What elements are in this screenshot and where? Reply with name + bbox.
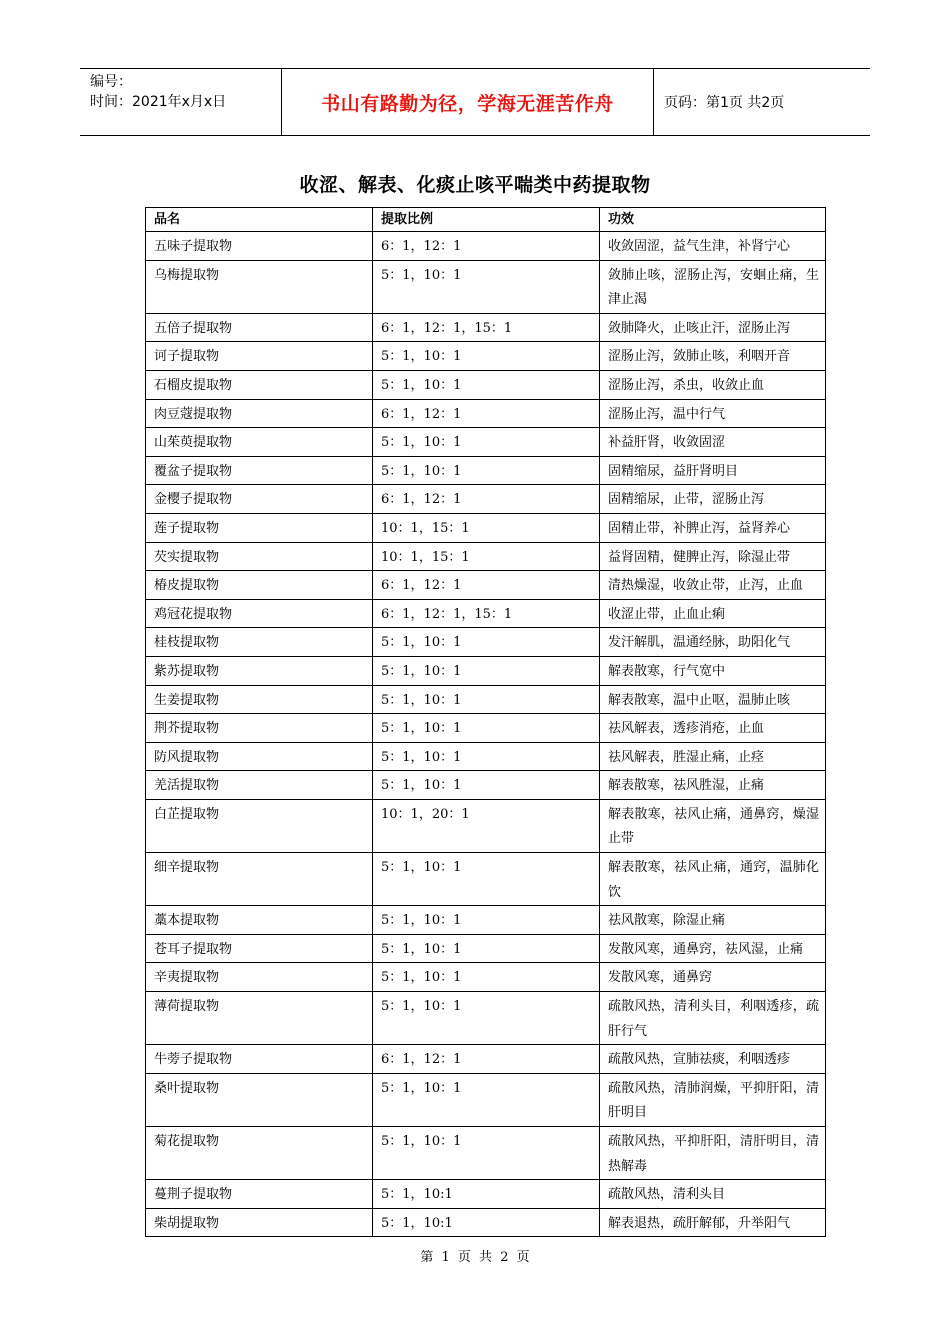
cell-ratio: 5：1，10：1	[373, 370, 600, 399]
cell-effect: 疏散风热，宣肺祛痰，利咽透疹	[600, 1045, 826, 1074]
header-meta	[80, 69, 281, 135]
cell-ratio: 5：1，10：1	[373, 992, 600, 1045]
cell-ratio: 6：1，12：1	[373, 399, 600, 428]
table-row	[146, 628, 826, 657]
cell-ratio: 5：1，10：1	[373, 342, 600, 371]
cell-effect: 收敛固涩，益气生津，补肾宁心	[600, 232, 826, 261]
cell-effect: 祛风散寒，除湿止痛	[600, 906, 826, 935]
cell-name: 乌梅提取物	[146, 260, 373, 313]
cell-ratio: 6：1，12：1	[373, 485, 600, 514]
cell-name: 细辛提取物	[146, 853, 373, 906]
cell-effect: 补益肝肾，收敛固涩	[600, 428, 826, 457]
table-row	[146, 456, 826, 485]
cell-name: 防风提取物	[146, 742, 373, 771]
cell-effect: 固精缩尿，益肝肾明目	[600, 456, 826, 485]
table-row	[146, 742, 826, 771]
cell-ratio: 5：1，10：1	[373, 656, 600, 685]
cell-name: 蔓荆子提取物	[146, 1180, 373, 1209]
cell-name: 金樱子提取物	[146, 485, 373, 514]
cell-effect: 涩肠止泻，杀虫，收敛止血	[600, 370, 826, 399]
cell-ratio: 5：1，10：1	[373, 934, 600, 963]
cell-name: 覆盆子提取物	[146, 456, 373, 485]
table-row	[146, 934, 826, 963]
table-row	[146, 963, 826, 992]
cell-ratio: 6：1，12：1	[373, 571, 600, 600]
cell-ratio: 6：1，12：1，15：1	[373, 599, 600, 628]
cell-effect: 疏散风热，清利头目	[600, 1180, 826, 1209]
cell-name: 五倍子提取物	[146, 313, 373, 342]
cell-name: 荆芥提取物	[146, 714, 373, 743]
cell-name: 生姜提取物	[146, 685, 373, 714]
cell-effect: 解表散寒，祛风胜湿，止痛	[600, 771, 826, 800]
cell-name: 紫苏提取物	[146, 656, 373, 685]
table-row	[146, 853, 826, 906]
cell-effect: 发散风寒，通鼻窍，祛风湿，止痛	[600, 934, 826, 963]
cell-effect: 解表退热，疏肝解郁，升举阳气	[600, 1208, 826, 1237]
cell-name: 肉豆蔻提取物	[146, 399, 373, 428]
header-page-code: 页码：第1页 共2页	[664, 95, 785, 111]
table-row	[146, 1045, 826, 1074]
cell-ratio: 5：1，10：1	[373, 771, 600, 800]
table-row	[146, 656, 826, 685]
cell-effect: 疏散风热，清利头目，利咽透疹，疏肝行气	[600, 992, 826, 1045]
table-row	[146, 799, 826, 852]
table-row	[146, 685, 826, 714]
table-row	[146, 906, 826, 935]
cell-ratio: 6：1，12：1	[373, 232, 600, 261]
cell-name: 山茱萸提取物	[146, 428, 373, 457]
table-header-row	[146, 208, 826, 232]
cell-name: 芡实提取物	[146, 542, 373, 571]
cell-effect: 涩肠止泻，敛肺止咳，利咽开音	[600, 342, 826, 371]
cell-name: 辛夷提取物	[146, 963, 373, 992]
table-row	[146, 485, 826, 514]
table-row	[146, 1127, 826, 1180]
table-row	[146, 399, 826, 428]
cell-ratio: 10：1，20：1	[373, 799, 600, 852]
cell-ratio: 5：1，10:1	[373, 1208, 600, 1237]
cell-ratio: 5：1，10：1	[373, 628, 600, 657]
extract-table	[145, 207, 826, 1237]
column-header-name: 品名	[146, 208, 373, 232]
table-row	[146, 260, 826, 313]
page-header	[80, 68, 870, 136]
cell-name: 牛蒡子提取物	[146, 1045, 373, 1074]
table-row	[146, 1073, 826, 1126]
table-row	[146, 313, 826, 342]
table-row	[146, 714, 826, 743]
table-row	[146, 542, 826, 571]
cell-effect: 祛风解表，胜湿止痛，止痉	[600, 742, 826, 771]
cell-ratio: 5：1，10：1	[373, 963, 600, 992]
cell-effect: 涩肠止泻，温中行气	[600, 399, 826, 428]
cell-ratio: 5：1，10：1	[373, 456, 600, 485]
table-row	[146, 992, 826, 1045]
page-footer: 第 1 页 共 2 页	[420, 1250, 530, 1265]
cell-effect: 敛肺降火，止咳止汗，涩肠止泻	[600, 313, 826, 342]
cell-effect: 解表散寒，行气宽中	[600, 656, 826, 685]
cell-name: 薄荷提取物	[146, 992, 373, 1045]
document-time-label: 时间：2021年x月x日	[90, 94, 227, 110]
cell-effect: 清热燥湿，收敛止带，止泻，止血	[600, 571, 826, 600]
table-body	[146, 232, 826, 1237]
table-row	[146, 232, 826, 261]
table-row	[146, 513, 826, 542]
cell-name: 藁本提取物	[146, 906, 373, 935]
cell-name: 椿皮提取物	[146, 571, 373, 600]
table-row	[146, 370, 826, 399]
cell-ratio: 5：1，10：1	[373, 714, 600, 743]
cell-name: 柴胡提取物	[146, 1208, 373, 1237]
cell-effect: 解表散寒，祛风止痛，通鼻窍，燥湿止带	[600, 799, 826, 852]
cell-ratio: 5：1，10：1	[373, 853, 600, 906]
cell-ratio: 5：1，10：1	[373, 742, 600, 771]
cell-name: 羌活提取物	[146, 771, 373, 800]
cell-effect: 祛风解表，透疹消疮，止血	[600, 714, 826, 743]
cell-name: 桑叶提取物	[146, 1073, 373, 1126]
column-header-effect: 功效	[600, 208, 826, 232]
table-row	[146, 1208, 826, 1237]
cell-name: 鸡冠花提取物	[146, 599, 373, 628]
cell-ratio: 5：1，10：1	[373, 1127, 600, 1180]
cell-ratio: 5：1，10：1	[373, 260, 600, 313]
cell-ratio: 5：1，10：1	[373, 906, 600, 935]
table-row	[146, 771, 826, 800]
table-row	[146, 571, 826, 600]
cell-ratio: 5：1，10：1	[373, 685, 600, 714]
table-row	[146, 599, 826, 628]
cell-ratio: 5：1，10:1	[373, 1180, 600, 1209]
cell-ratio: 6：1，12：1，15：1	[373, 313, 600, 342]
cell-effect: 益肾固精，健脾止泻，除湿止带	[600, 542, 826, 571]
cell-effect: 固精止带，补脾止泻，益肾养心	[600, 513, 826, 542]
cell-name: 桂枝提取物	[146, 628, 373, 657]
column-header-ratio: 提取比例	[373, 208, 600, 232]
cell-effect: 解表散寒，温中止呕，温肺止咳	[600, 685, 826, 714]
cell-ratio: 5：1，10：1	[373, 428, 600, 457]
cell-effect: 疏散风热，平抑肝阳，清肝明目，清热解毒	[600, 1127, 826, 1180]
cell-name: 诃子提取物	[146, 342, 373, 371]
cell-ratio: 10：1，15：1	[373, 513, 600, 542]
cell-effect: 发汗解肌，温通经脉，助阳化气	[600, 628, 826, 657]
cell-effect: 收涩止带，止血止痢	[600, 599, 826, 628]
cell-name: 莲子提取物	[146, 513, 373, 542]
cell-ratio: 6：1，12：1	[373, 1045, 600, 1074]
header-motto: 书山有路勤为径，学海无涯苦作舟	[281, 69, 654, 135]
table-row	[146, 1180, 826, 1209]
cell-effect: 疏散风热，清肺润燥，平抑肝阳，清肝明目	[600, 1073, 826, 1126]
table-row	[146, 342, 826, 371]
cell-ratio: 5：1，10：1	[373, 1073, 600, 1126]
document-title: 收涩、解表、化痰止咳平喘类中药提取物	[299, 174, 651, 196]
cell-name: 石榴皮提取物	[146, 370, 373, 399]
cell-effect: 固精缩尿，止带，涩肠止泻	[600, 485, 826, 514]
cell-ratio: 10：1，15：1	[373, 542, 600, 571]
cell-name: 白芷提取物	[146, 799, 373, 852]
cell-effect: 敛肺止咳，涩肠止泻，安蛔止痛，生津止渴	[600, 260, 826, 313]
cell-name: 苍耳子提取物	[146, 934, 373, 963]
document-number-label: 编号：	[90, 74, 132, 90]
cell-name: 菊花提取物	[146, 1127, 373, 1180]
cell-effect: 发散风寒，通鼻窍	[600, 963, 826, 992]
cell-name: 五味子提取物	[146, 232, 373, 261]
table-row	[146, 428, 826, 457]
cell-effect: 解表散寒，祛风止痛，通窍，温肺化饮	[600, 853, 826, 906]
